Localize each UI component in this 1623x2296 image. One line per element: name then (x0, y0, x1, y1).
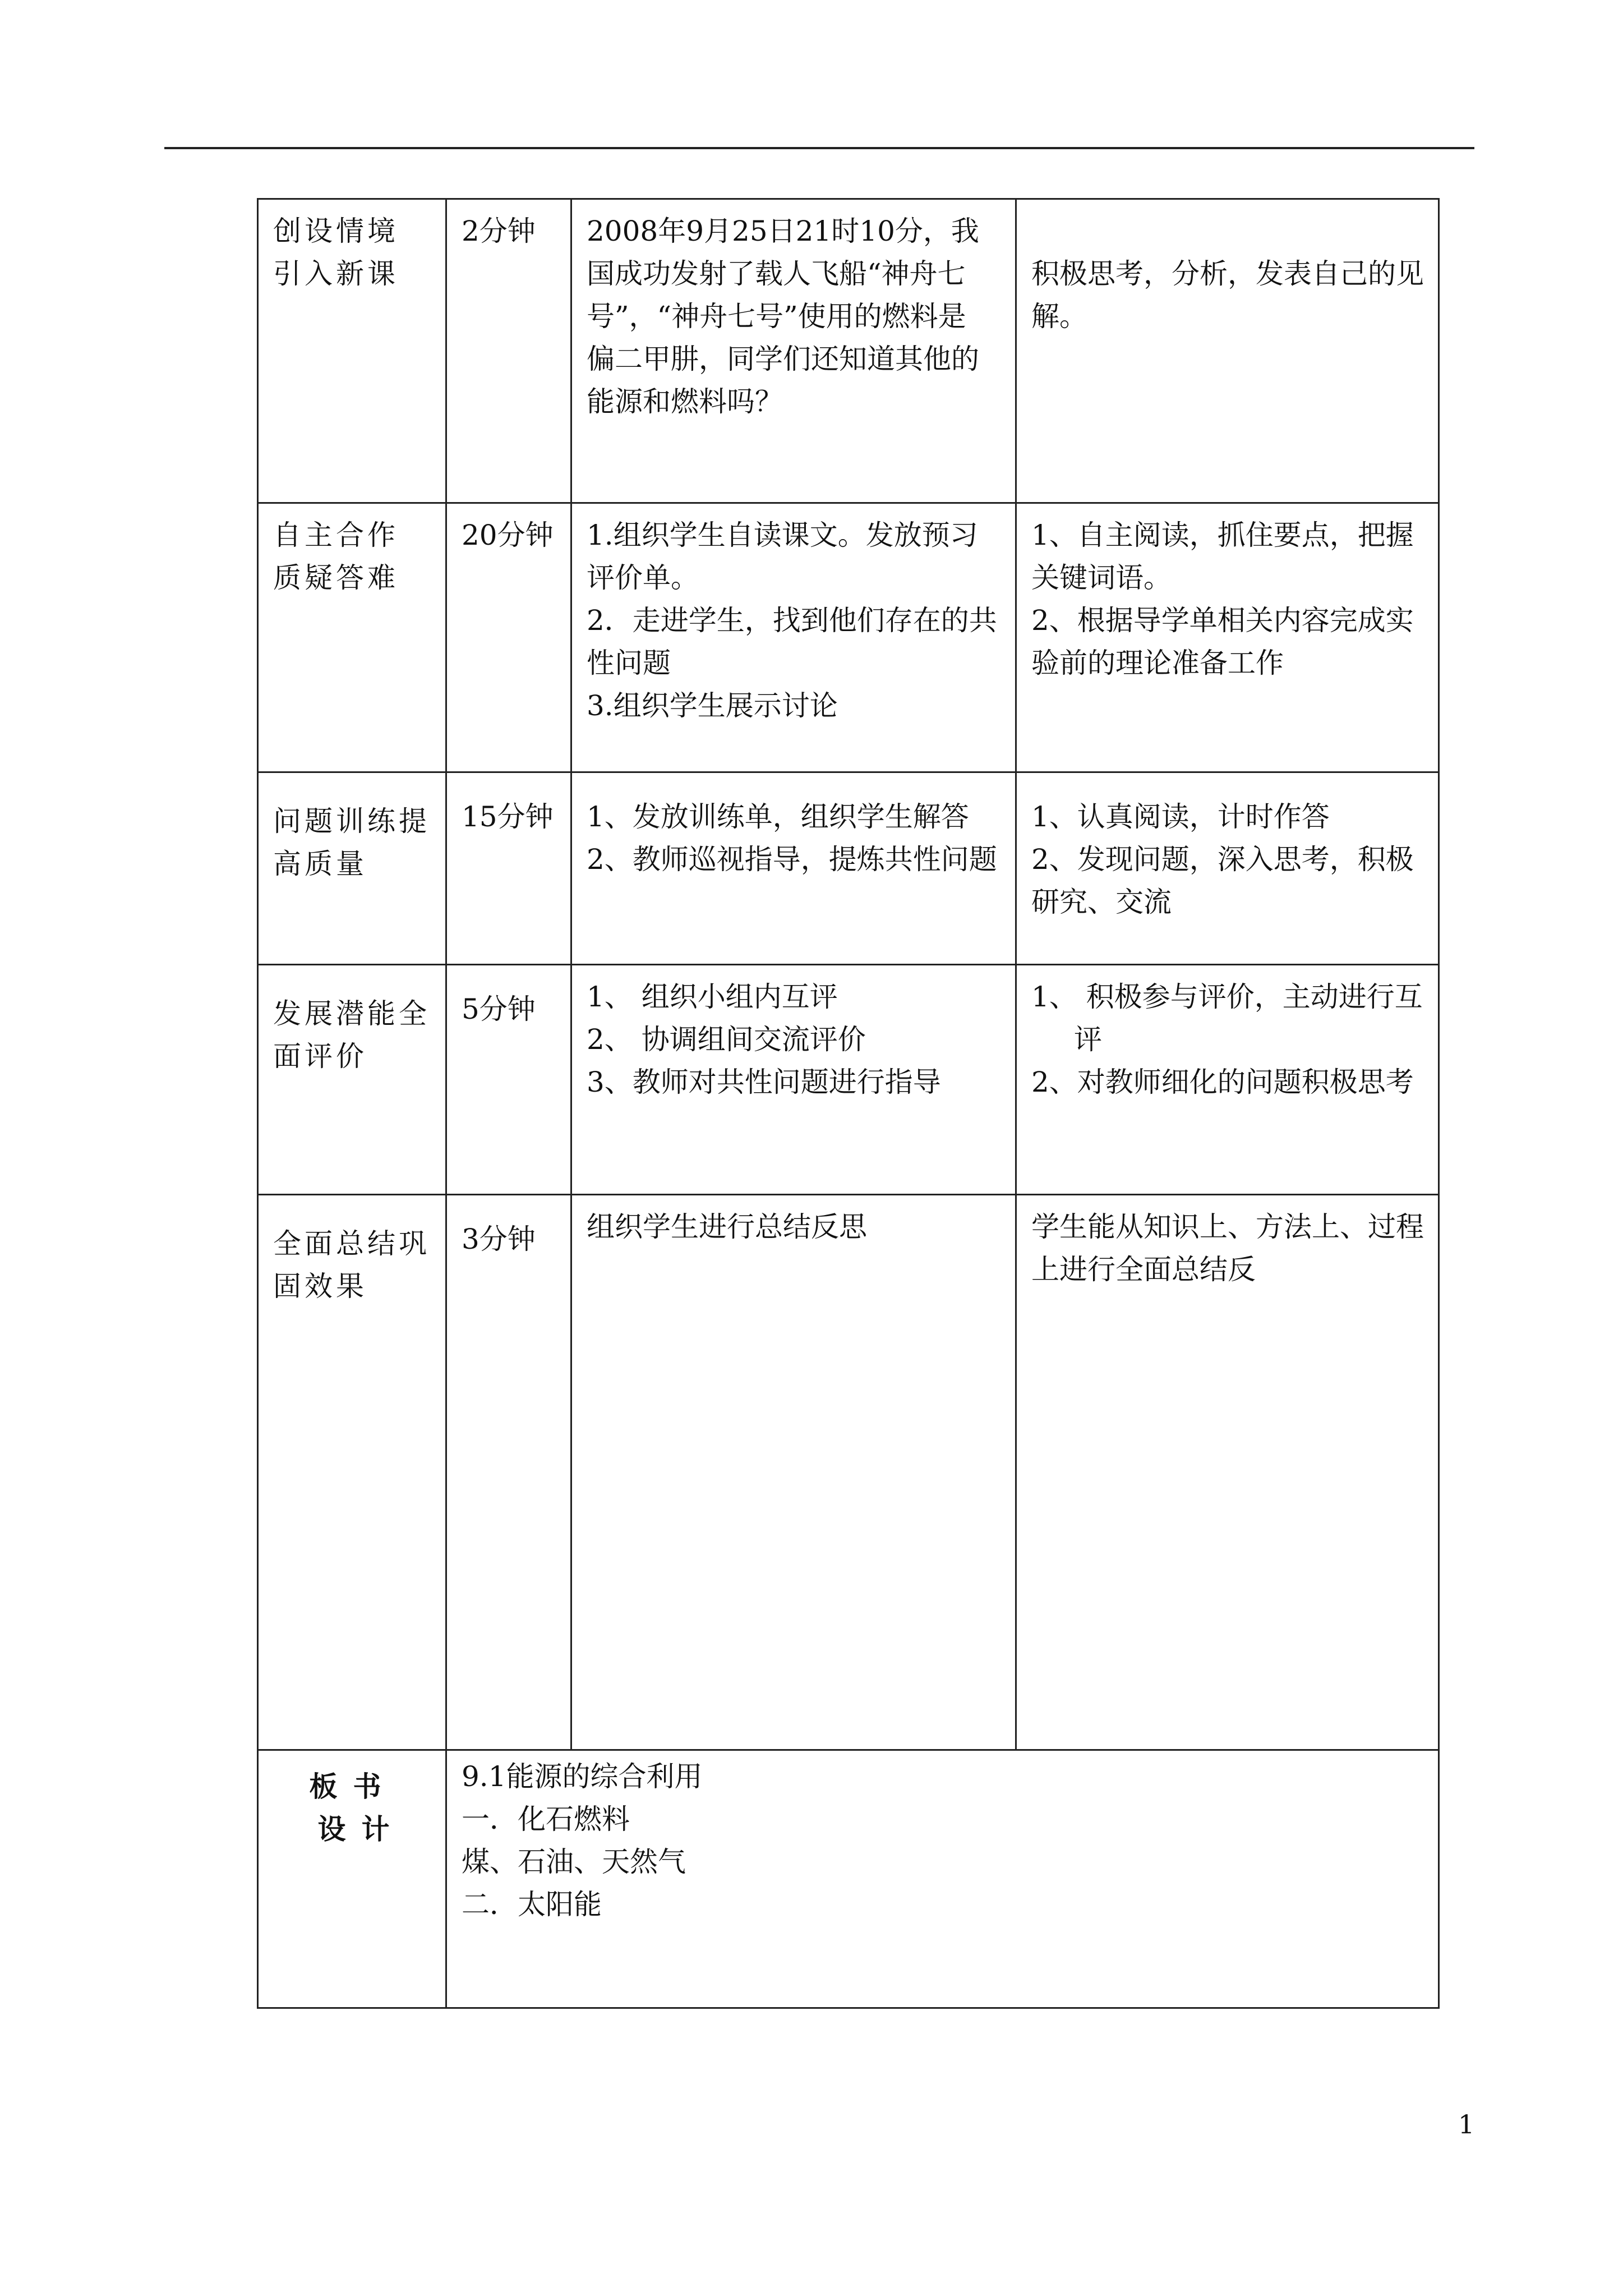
board-line: 9.1能源的综合利用 (462, 1760, 703, 1793)
teacher-activity-cell (571, 965, 1016, 1195)
time-cell (446, 772, 571, 965)
time-text: 3分钟 (462, 1223, 536, 1255)
teacher-line: 组织学生进行总结反思 (587, 1211, 867, 1243)
board-line: 煤、石油、天然气 (462, 1846, 686, 1878)
time-cell (446, 503, 571, 772)
stage-line: 质疑答难 (273, 562, 399, 594)
teacher-line: 2、教师巡视指导，提炼共性问题 (587, 843, 997, 876)
teacher-line: 评价单。 (587, 562, 699, 594)
teacher-activity-cell (571, 199, 1016, 503)
time-cell (446, 199, 571, 503)
stage-cell (258, 965, 446, 1195)
board-design-label (258, 1750, 446, 2008)
stage-line: 面评价 (273, 1040, 367, 1073)
header-rule (164, 147, 1474, 149)
student-line: 学生能从知识上、方法上、过程 (1031, 1211, 1424, 1243)
student-line: 1、自主阅读，抓住要点，把握 (1031, 519, 1414, 551)
stage-line: 高质量 (273, 848, 367, 880)
teacher-line: 3.组织学生展示讨论 (587, 689, 838, 722)
teacher-line: 2、 协调组间交流评价 (587, 1023, 866, 1056)
time-cell (446, 965, 571, 1195)
teacher-line: 性问题 (587, 647, 671, 679)
student-line: 验前的理论准备工作 (1031, 647, 1284, 679)
board-design-content (446, 1750, 1439, 2008)
student-line: 上进行全面总结反 (1031, 1253, 1256, 1286)
stage-cell (258, 772, 446, 965)
stage-cell (258, 1195, 446, 1750)
stage-line: 自主合作 (273, 519, 399, 551)
time-cell (446, 1195, 571, 1750)
teacher-activity-cell (571, 1195, 1016, 1750)
student-line: 研究、交流 (1031, 886, 1172, 918)
student-line: 2、发现问题，深入思考，积极 (1031, 843, 1414, 876)
stage-line: 全面总结巩 (273, 1227, 430, 1260)
stage-line: 引入新课 (273, 257, 399, 290)
table-row (258, 199, 1439, 503)
student-line: 评 (1074, 1023, 1102, 1056)
board-line: 二．太阳能 (462, 1888, 602, 1921)
time-text: 2分钟 (462, 215, 536, 247)
student-activity-cell (1016, 965, 1439, 1195)
table-row (258, 965, 1439, 1195)
time-text: 15分钟 (462, 800, 554, 833)
student-line: 1、 积极参与评价，主动进行互 (1031, 981, 1423, 1013)
table-row (258, 503, 1439, 772)
stage-cell (258, 199, 446, 503)
teacher-line: 偏二甲肼，同学们还知道其他的 (587, 343, 979, 375)
student-line (1031, 210, 1426, 252)
teacher-line: 2．走进学生，找到他们存在的共 (587, 604, 997, 637)
teacher-line: 3、教师对共性问题进行指导 (587, 1066, 941, 1098)
stage-line: 发展潜能全 (273, 997, 430, 1030)
student-activity-cell (1016, 772, 1439, 965)
table-row (258, 772, 1439, 965)
teacher-line: 1、发放训练单，组织学生解答 (587, 800, 969, 833)
board-design-row (258, 1750, 1439, 2008)
student-line: 积极思考，分析，发表自己的见 (1031, 257, 1424, 290)
board-label-line: 设计 (317, 1812, 405, 1846)
student-line: 2、根据导学单相关内容完成实 (1031, 604, 1414, 637)
student-line: 解。 (1031, 300, 1087, 333)
teacher-activity-cell (571, 503, 1016, 772)
page-number: 1 (1458, 2109, 1475, 2139)
student-activity-cell (1016, 503, 1439, 772)
student-activity-cell (1016, 199, 1439, 503)
student-line: 2、对教师细化的问题积极思考 (1031, 1066, 1414, 1098)
teacher-line: 1.组织学生自读课文。发放预习 (587, 519, 978, 551)
teacher-line: 2008年9月25日21时10分，我 (587, 215, 979, 247)
stage-line: 固效果 (273, 1270, 367, 1303)
board-label-line: 板书 (309, 1770, 397, 1803)
teacher-activity-cell (571, 772, 1016, 965)
student-activity-cell (1016, 1195, 1439, 1750)
teacher-line: 国成功发射了载人飞船“神舟七 (587, 257, 966, 290)
stage-line: 创设情境 (273, 215, 399, 247)
student-line: 关键词语。 (1031, 562, 1172, 594)
student-line: 1、认真阅读，计时作答 (1031, 800, 1330, 833)
lesson-plan-table (257, 198, 1440, 2009)
teacher-line: 1、 组织小组内互评 (587, 981, 838, 1013)
teacher-line: 能源和燃料吗？ (587, 385, 783, 418)
stage-line: 问题训练提 (273, 805, 430, 838)
table-row (258, 1195, 1439, 1750)
time-text: 5分钟 (462, 993, 536, 1025)
teacher-line: 号”，“神舟七号”使用的燃料是 (587, 300, 966, 333)
board-line: 一．化石燃料 (462, 1803, 630, 1835)
stage-cell (258, 503, 446, 772)
time-text: 20分钟 (462, 519, 554, 551)
